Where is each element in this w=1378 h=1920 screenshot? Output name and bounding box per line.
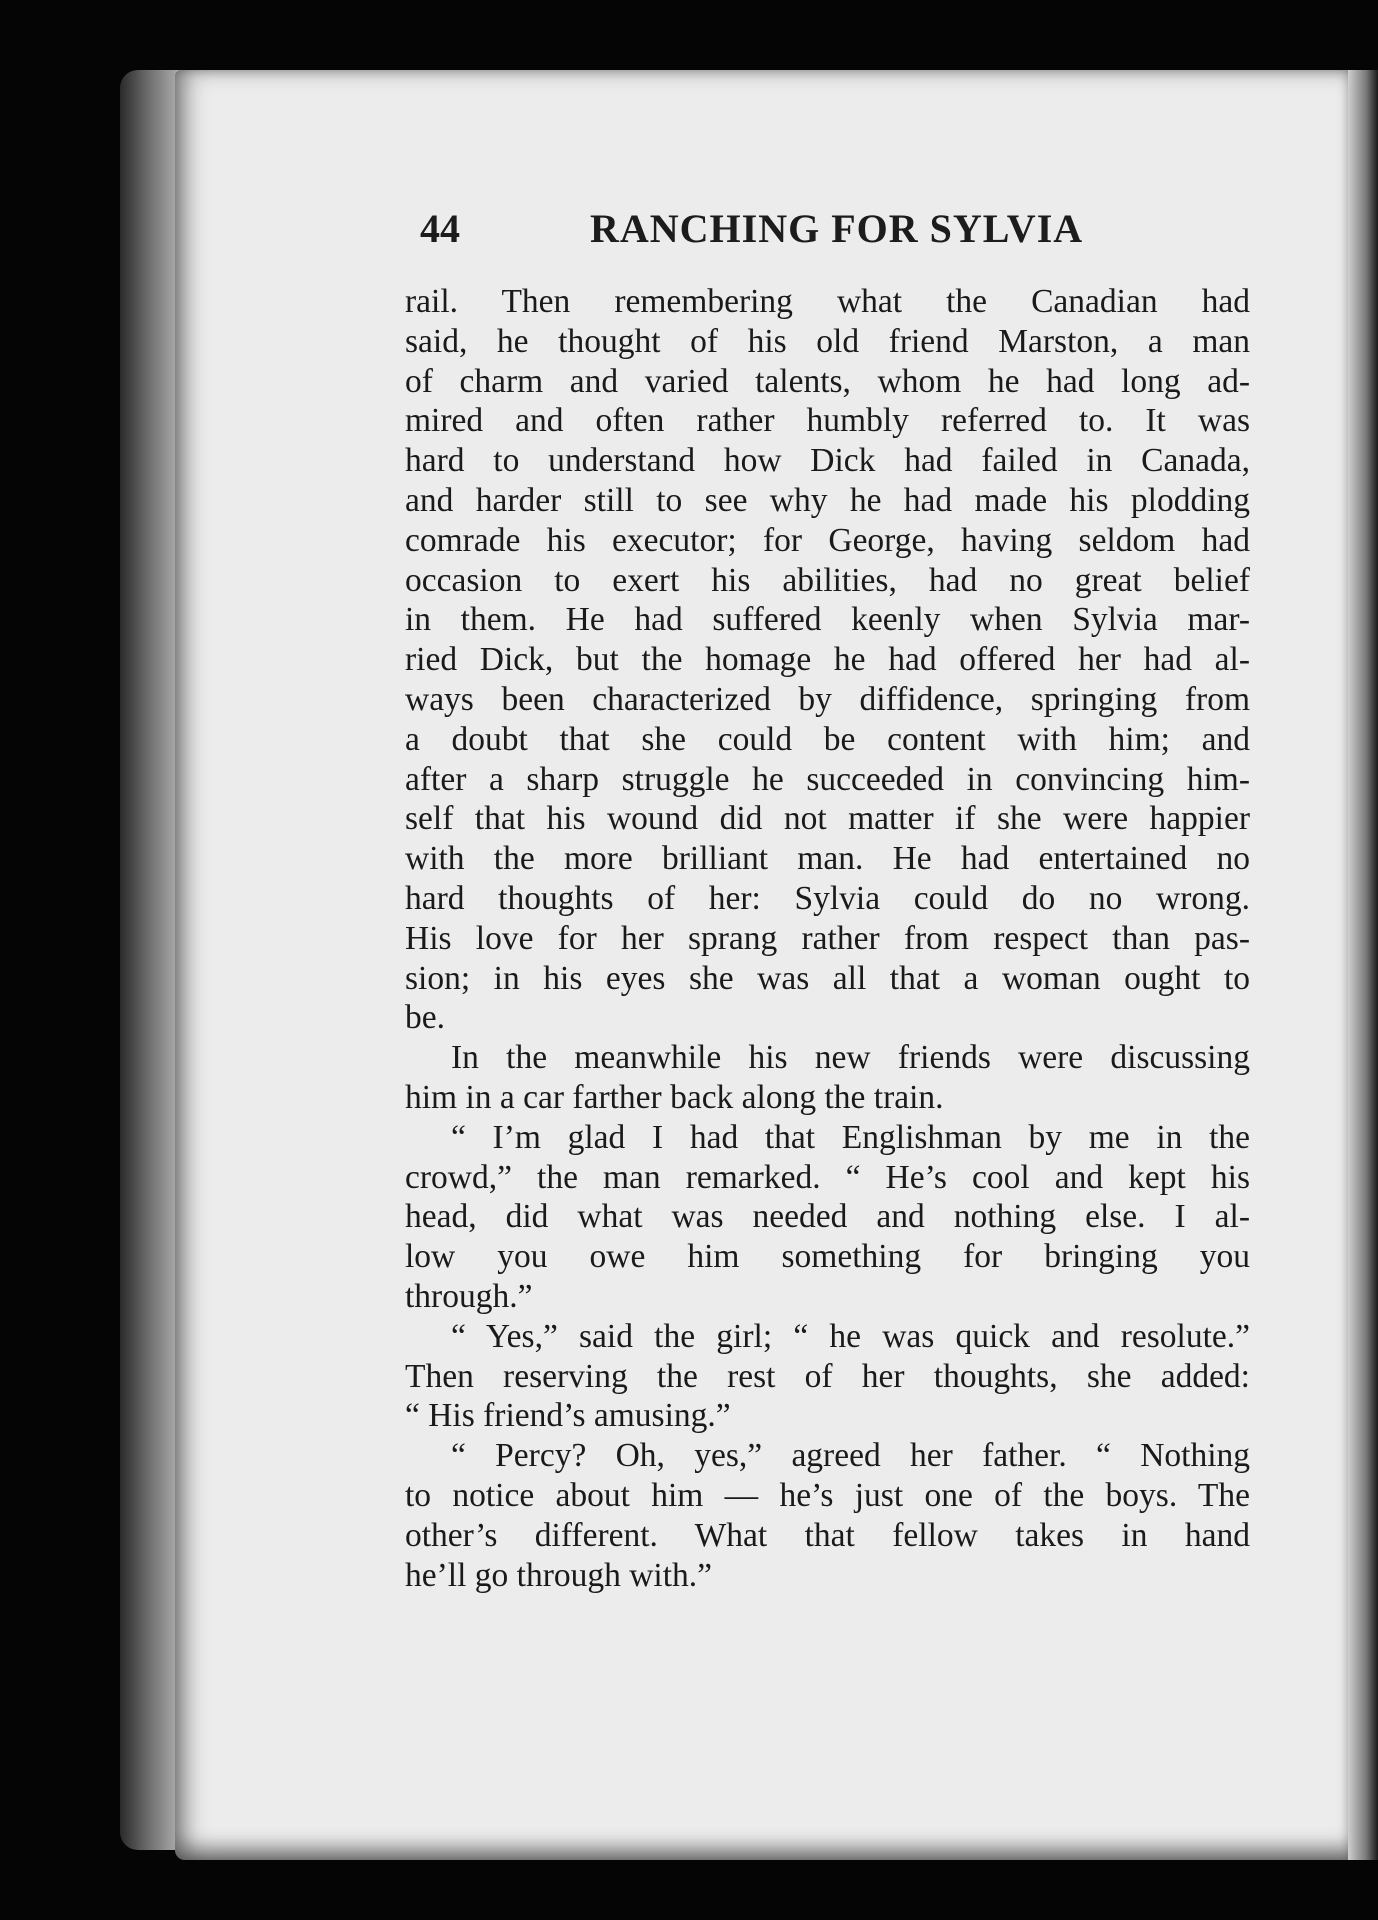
text-line: a doubt that she could be content with him; and [405, 720, 1250, 758]
text-line: occasion to exert his abilities, had no great belief [405, 561, 1250, 599]
paragraph [405, 1118, 1250, 1317]
text-line: hard thoughts of her: Sylvia could do no wrong. [405, 879, 1250, 917]
text-line: rail. Then remembering what the Canadian had [405, 283, 1250, 320]
paragraph [405, 1436, 1250, 1595]
page-number: 44 [420, 206, 460, 251]
text-line: ways been characterized by diffidence, springing from [405, 680, 1250, 718]
text-line: other’s different. What that fellow takes in hand [405, 1516, 1250, 1554]
text-line: he’ll go through with.” [405, 1556, 713, 1594]
text-line: sion; in his eyes she was all that a woman ought to [405, 959, 1250, 997]
text-line: after a sharp struggle he succeeded in convincing him- [405, 760, 1250, 798]
text-line: low you owe him something for bringing you [405, 1238, 1250, 1276]
text-line: “ His friend’s amusing.” [405, 1397, 731, 1435]
running-head: RANCHING FOR SYLVIA [590, 206, 1084, 251]
text-line: and harder still to see why he had made his plodding [405, 481, 1250, 519]
text-line: through.” [405, 1277, 533, 1315]
paragraph [405, 1038, 1250, 1118]
text-line: be. [405, 999, 445, 1037]
text-line: self that his wound did not matter if she were happier [405, 800, 1250, 838]
text-line: In the meanwhile his new friends were discussing [451, 1039, 1250, 1077]
text-line: hard to understand how Dick had failed in Canada, [405, 442, 1250, 480]
text-line: “ I’m glad I had that Englishman by me in the [451, 1118, 1250, 1156]
text-line: Then reserving the rest of her thoughts, she added: [405, 1357, 1250, 1395]
text-line: to notice about him — he’s just one of the boys. The [405, 1476, 1250, 1514]
text-line: “ Yes,” said the girl; “ he was quick and resolute.” [451, 1317, 1250, 1355]
page-header [420, 205, 1100, 265]
paragraph [405, 1317, 1250, 1436]
text-line: ried Dick, but the homage he had offered her had al- [405, 641, 1250, 679]
text-line: crowd,” the man remarked. “ He’s cool and kept his [405, 1158, 1250, 1196]
text-line: “ Percy? Oh, yes,” agreed her father. “ Nothing [451, 1437, 1250, 1475]
paragraph [405, 282, 1250, 1038]
text-line: head, did what was needed and nothing else. I al- [405, 1198, 1250, 1236]
text-line: of charm and varied talents, whom he had long ad- [405, 362, 1250, 400]
text-line: comrade his executor; for George, having seldom had [405, 521, 1250, 559]
text-line: with the more brilliant man. He had entertained no [405, 840, 1250, 878]
text-line: mired and often rather humbly referred to. It was [405, 402, 1250, 440]
body-text [405, 282, 1250, 1595]
page-edge-shadow [1348, 70, 1378, 1860]
text-line: in them. He had suffered keenly when Sylvia mar- [405, 601, 1250, 639]
text-line: said, he thought of his old friend Marston, a man [405, 322, 1250, 360]
text-line: him in a car farther back along the train. [405, 1078, 944, 1116]
text-line: His love for her sprang rather from respect than pas- [405, 919, 1250, 957]
